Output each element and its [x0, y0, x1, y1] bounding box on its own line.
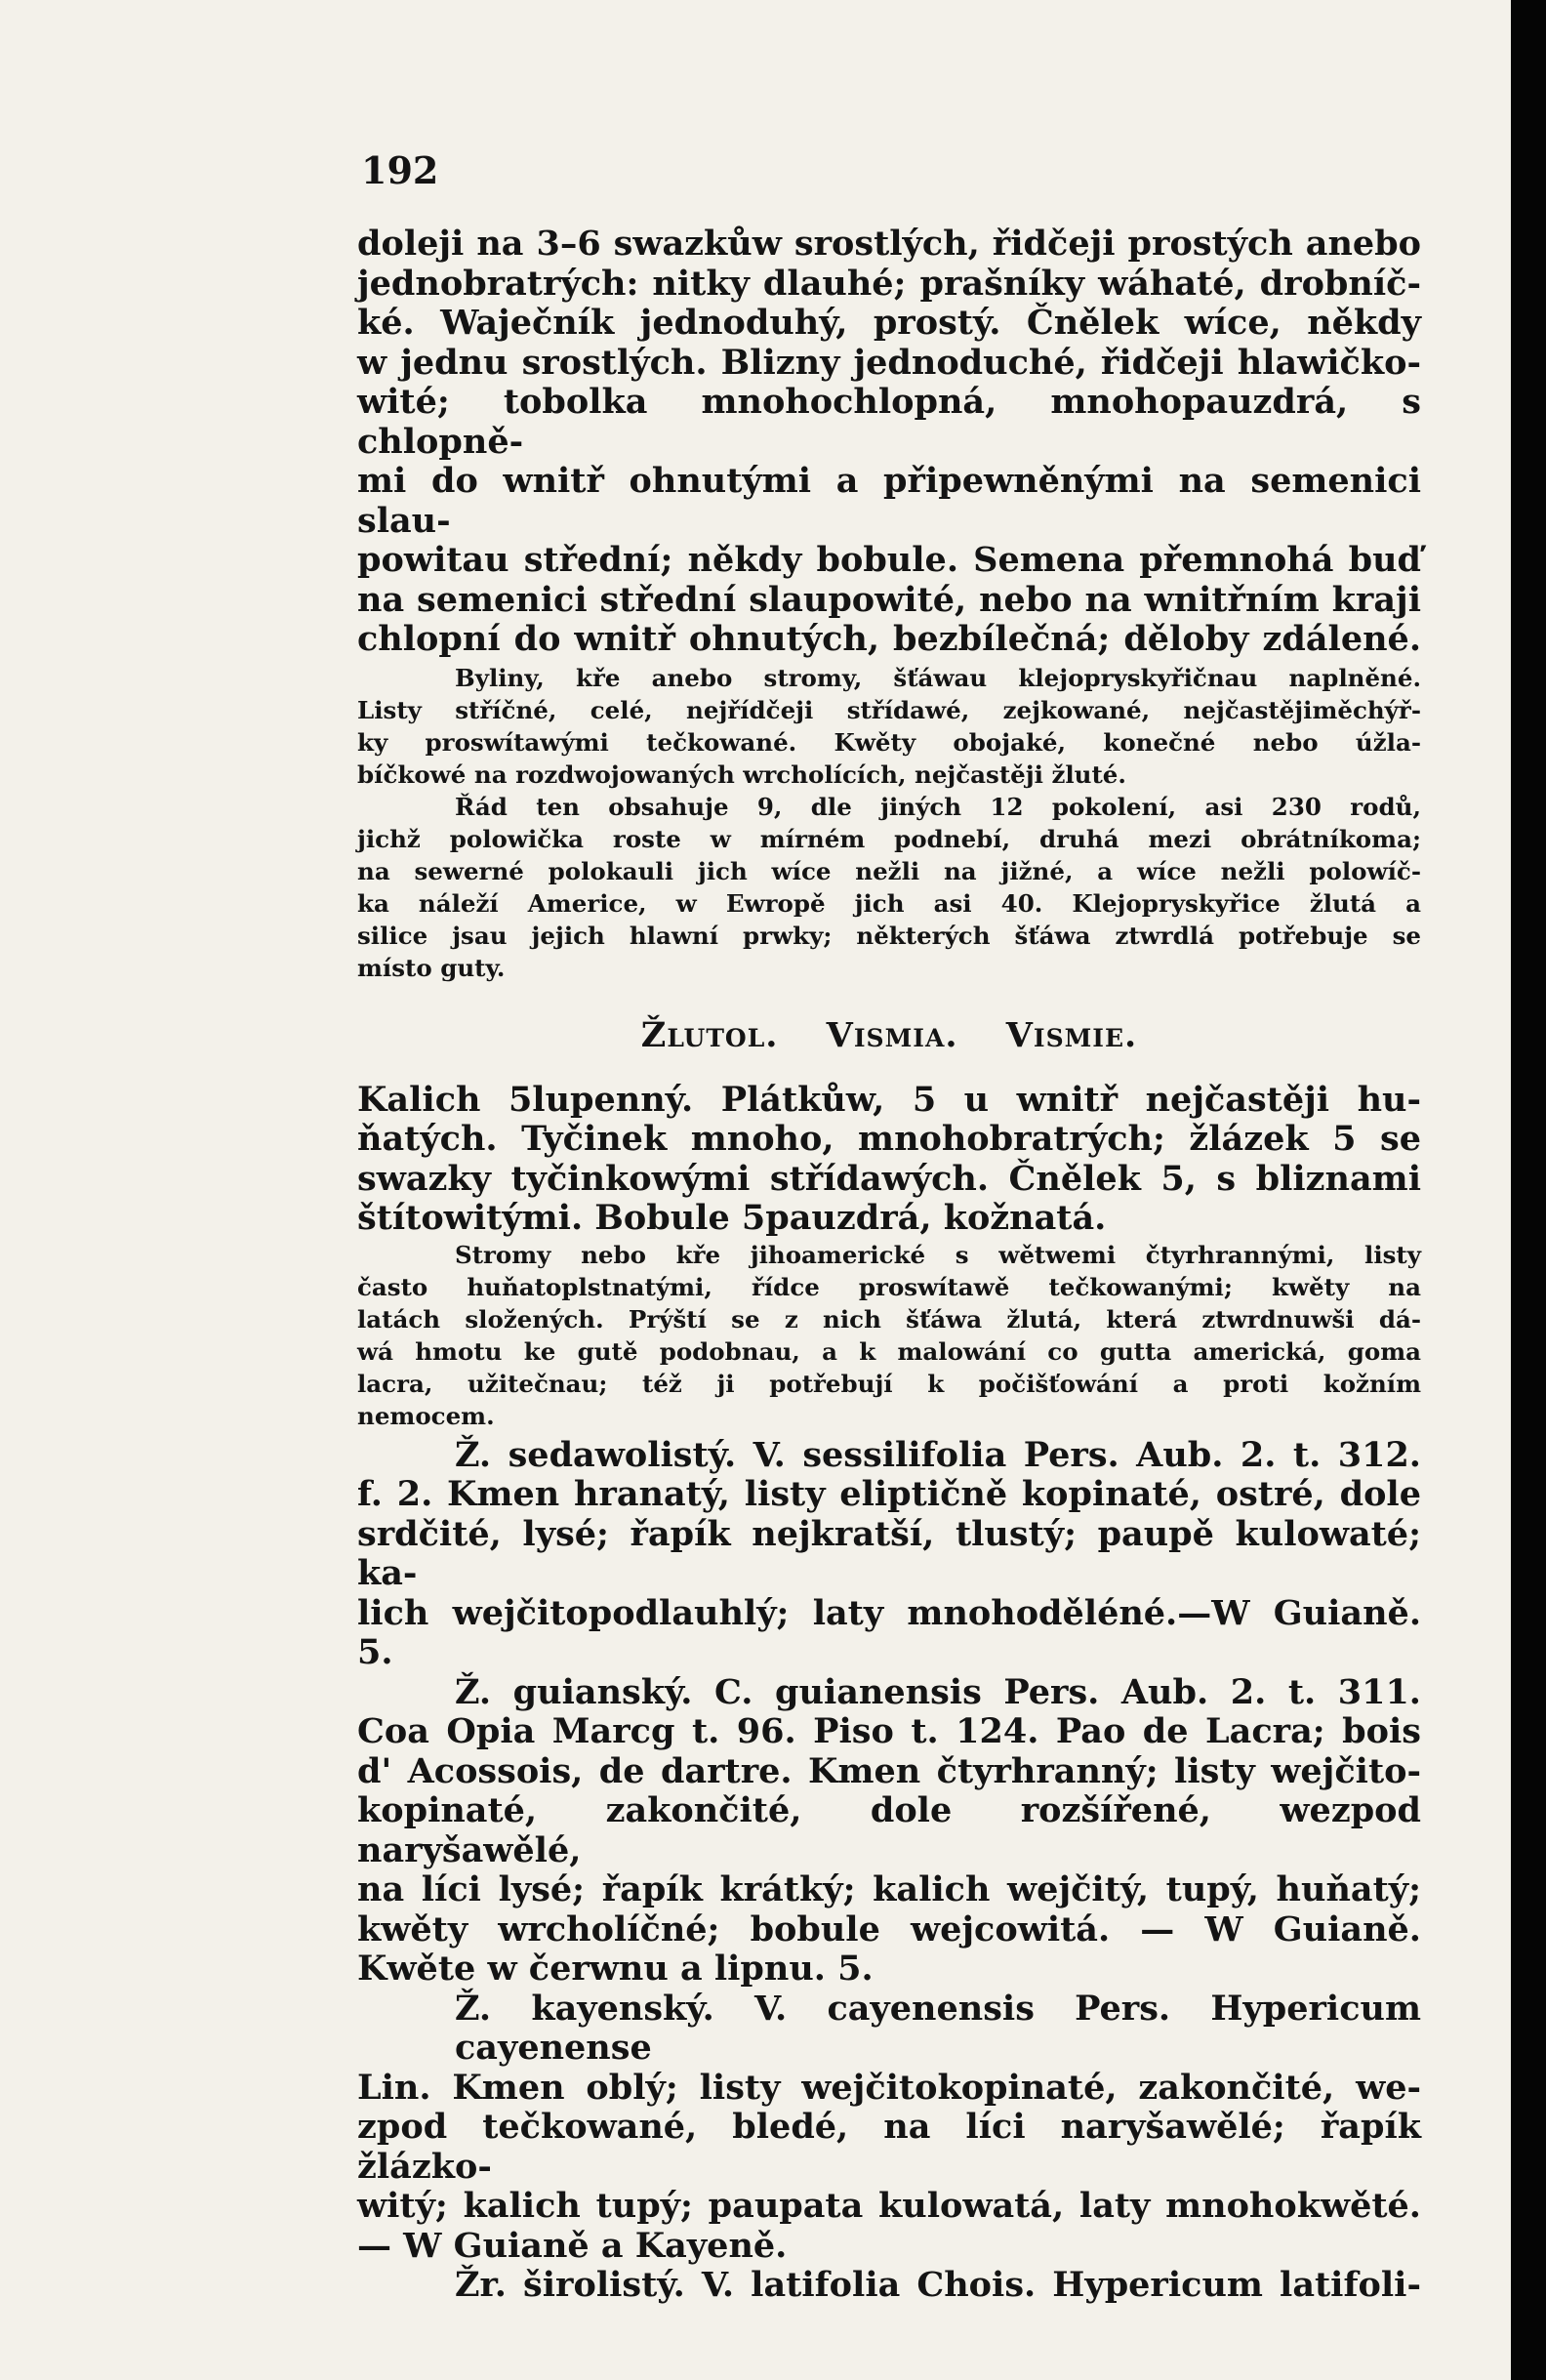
- text-line: Ž. guianský. C. guianensis Pers. Aub. 2. t. 311.: [455, 1671, 1421, 1712]
- text-line: Byliny, kře anebo stromy, šťáwau klejopryskyřičnau naplněné.: [455, 663, 1421, 692]
- text-line: kopinaté, zakončité, dole rozšířené, wezpod naryšawělé,: [357, 1790, 1421, 1870]
- text-line: ké. Waječník jednoduhý, prostý. Čnělek wíce, někdy: [357, 303, 1421, 343]
- genus-name-czech: Žlutol.: [640, 1014, 779, 1055]
- text-line: na semenici střední slaupowité, nebo na wnitřním kraji: [357, 579, 1421, 620]
- text-line: f. 2. Kmen hranatý, listy eliptičně kopinaté, ostré, dole: [357, 1474, 1421, 1514]
- text-line: ka náleží Americe, w Ewropě jich asi 40. Klejopryskyřice žlutá a: [357, 888, 1421, 918]
- text-line: w jednu srostlých. Blizny jednoduché, řidčeji hlawičko-: [357, 342, 1421, 383]
- family-distribution: [357, 791, 1421, 984]
- text-line: Stromy nebo kře jihoamerické s wětwemi čtyrhrannými, listy: [455, 1240, 1421, 1269]
- text-line: Žr. širolistý. V. latifolia Chois. Hypericum latifoli-: [455, 2265, 1421, 2305]
- text-line: Coa Opia Marcg t. 96. Piso t. 124. Pao de Lacra; bois: [357, 1711, 1421, 1751]
- text-line: kwěty wrcholíčné; bobule wejcowitá. — W Guianě.: [357, 1908, 1421, 1949]
- text-line: latách složených. Prýští se z nich šťáwa žlutá, která ztwrdnuwši dá-: [357, 1304, 1421, 1334]
- genus-description: [357, 1081, 1421, 1239]
- text-line: Řád ten obsahuje 9, dle jiných 12 pokolení, asi 230 rodů,: [455, 792, 1421, 821]
- page-content: [357, 225, 1421, 2306]
- text-line: silice jsau jejich hlawní prwky; některých šťáwa ztwrdlá potřebuje se: [357, 921, 1421, 950]
- text-line: powitau střední; někdy bobule. Semena přemnohá buď: [357, 540, 1421, 580]
- text-line: na sewerné polokauli jich wíce nežli na jižné, a wíce nežli polowíč-: [357, 856, 1421, 885]
- scan-border: [1511, 0, 1546, 2380]
- text-line: Ž. sedawolistý. V. sessilifolia Pers. Aub. 2. t. 312.: [455, 1434, 1421, 1475]
- text-line: wité; tobolka mnohochlopná, mnohopauzdrá, s chlopně-: [357, 382, 1421, 462]
- species-cayenensis: [357, 1990, 1421, 2267]
- text-line: wá hmotu ke gutě podobnau, a k malowání co gutta americká, goma: [357, 1336, 1421, 1366]
- text-line: d' Acossois, de dartre. Kmen čtyrhranný; listy wejčito-: [357, 1750, 1421, 1791]
- text-line: Kwěte w čerwnu a lipnu. 5.: [357, 1949, 874, 1989]
- text-line: srdčité, lysé; řapík nejkratší, tlustý; paupě kulowaté; ka-: [357, 1513, 1421, 1593]
- page-number: 192: [361, 148, 439, 192]
- text-line: ky proswítawými tečkowané. Kwěty obojaké, konečné nebo úžla-: [357, 727, 1421, 757]
- text-line: swazky tyčinkowými střídawých. Čnělek 5, s bliznami: [357, 1158, 1421, 1199]
- family-description: [357, 225, 1421, 660]
- species-sessilifolia: [357, 1436, 1421, 1673]
- text-line: nemocem.: [357, 1401, 495, 1430]
- text-line: — W Guianě a Kayeně.: [357, 2225, 788, 2266]
- text-line: jichž polowička roste w mírném podnebí, druhá mezi obrátníkoma;: [357, 824, 1421, 853]
- text-line: doleji na 3–6 swazkůw srostlých, řidčeji prostých anebo: [357, 224, 1421, 264]
- text-line: Kalich 5lupenný. Plátkůw, 5 u wnitř nejčastěji hu-: [357, 1079, 1421, 1120]
- text-line: bíčkowé na rozdwojowaných wrcholících, nejčastěji žluté.: [357, 759, 1126, 789]
- text-line: na líci lysé; řapík krátký; kalich wejčitý, tupý, huňatý;: [357, 1869, 1421, 1909]
- text-line: Ž. kayenský. V. cayenensis Pers. Hypericum cayenense: [455, 1988, 1421, 2068]
- text-line: mi do wnitř ohnutými a připewněnými na semenici slau-: [357, 461, 1421, 541]
- text-line: místo guty.: [357, 953, 506, 982]
- genus-name-latin: Vismia.: [826, 1014, 958, 1055]
- family-note: [357, 662, 1421, 791]
- text-line: witý; kalich tupý; paupata kulowatá, laty mnohokwěté.: [357, 2186, 1421, 2226]
- text-line: Lin. Kmen oblý; listy wejčitokopinaté, zakončité, we-: [357, 2067, 1421, 2108]
- species-latifolia: [357, 2266, 1421, 2306]
- species-guianensis: [357, 1673, 1421, 1990]
- text-line: štítowitými. Bobule 5pauzdrá, kožnatá.: [357, 1198, 1107, 1238]
- genus-name-alt: Vismie.: [1005, 1014, 1138, 1055]
- text-line: lacra, užitečnau; též ji potřebují k počišťowání a proti kožním: [357, 1369, 1421, 1398]
- text-line: ňatých. Tyčinek mnoho, mnohobratrých; žlázek 5 se: [357, 1119, 1421, 1159]
- text-line: jednobratrých: nitky dlauhé; prašníky wáhaté, drobníč-: [357, 263, 1421, 304]
- genus-note: [357, 1239, 1421, 1432]
- text-line: chlopní do wnitř ohnutých, bezbílečná; děloby zdálené.: [357, 619, 1421, 659]
- text-line: Listy stříčné, celé, nejřídčeji střídawé, zejkowané, nejčastějiměchýř-: [357, 695, 1421, 724]
- genus-heading: [357, 1015, 1421, 1055]
- text-line: zpod tečkowané, bledé, na líci naryšawělé; řapík žlázko-: [357, 2107, 1421, 2187]
- text-line: lich wejčitopodlauhlý; laty mnohoděléné.—W Guianě. 5.: [357, 1592, 1421, 1672]
- text-line: často huňatoplstnatými, řídce proswítawě tečkowanými; kwěty na: [357, 1272, 1421, 1301]
